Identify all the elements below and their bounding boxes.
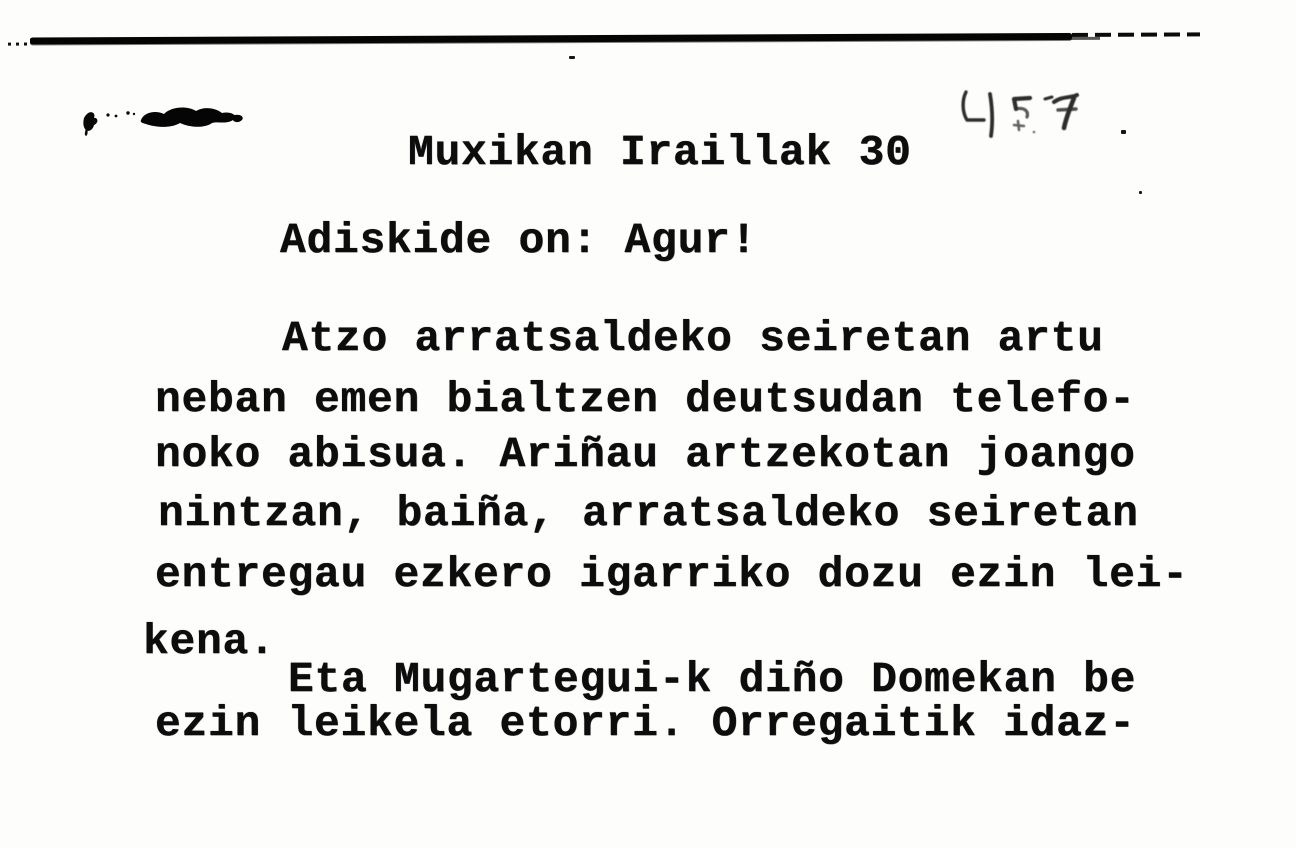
scan-speck	[1121, 130, 1126, 134]
dateline: Muxikan Iraillak 30	[408, 128, 912, 177]
scan-edge-tail-dashes	[1072, 32, 1200, 37]
scan-edge-lead-dots	[8, 42, 32, 45]
scan-edge-main-bar	[30, 33, 1072, 45]
body-line-6a: kena.	[143, 617, 276, 666]
ink-smudge	[75, 102, 250, 142]
salutation: Adiskide on: Agur!	[280, 216, 758, 265]
body-line-6b: Eta Mugartegui-k diño Domekan be	[288, 655, 1137, 704]
body-line-3: noko abisua. Ariñau artzekotan joango	[155, 430, 1136, 479]
body-line-5: entregau ezkero igarriko dozu ezin lei-	[155, 550, 1189, 599]
body-line-7: ezin leikela etorri. Orregaitik idaz-	[155, 699, 1136, 748]
body-line-1: Atzo arratsaldeko seiretan artu	[282, 314, 1104, 363]
scan-top-edge-line	[8, 29, 1198, 48]
scan-speck	[1139, 191, 1142, 194]
scan-speck	[569, 56, 575, 59]
handwritten-page-number-icon	[946, 80, 1086, 150]
body-line-4: nintzan, baiña, arratsaldeko seiretan	[158, 489, 1139, 538]
body-line-2: neban emen bialtzen deutsudan telefo-	[155, 375, 1136, 424]
